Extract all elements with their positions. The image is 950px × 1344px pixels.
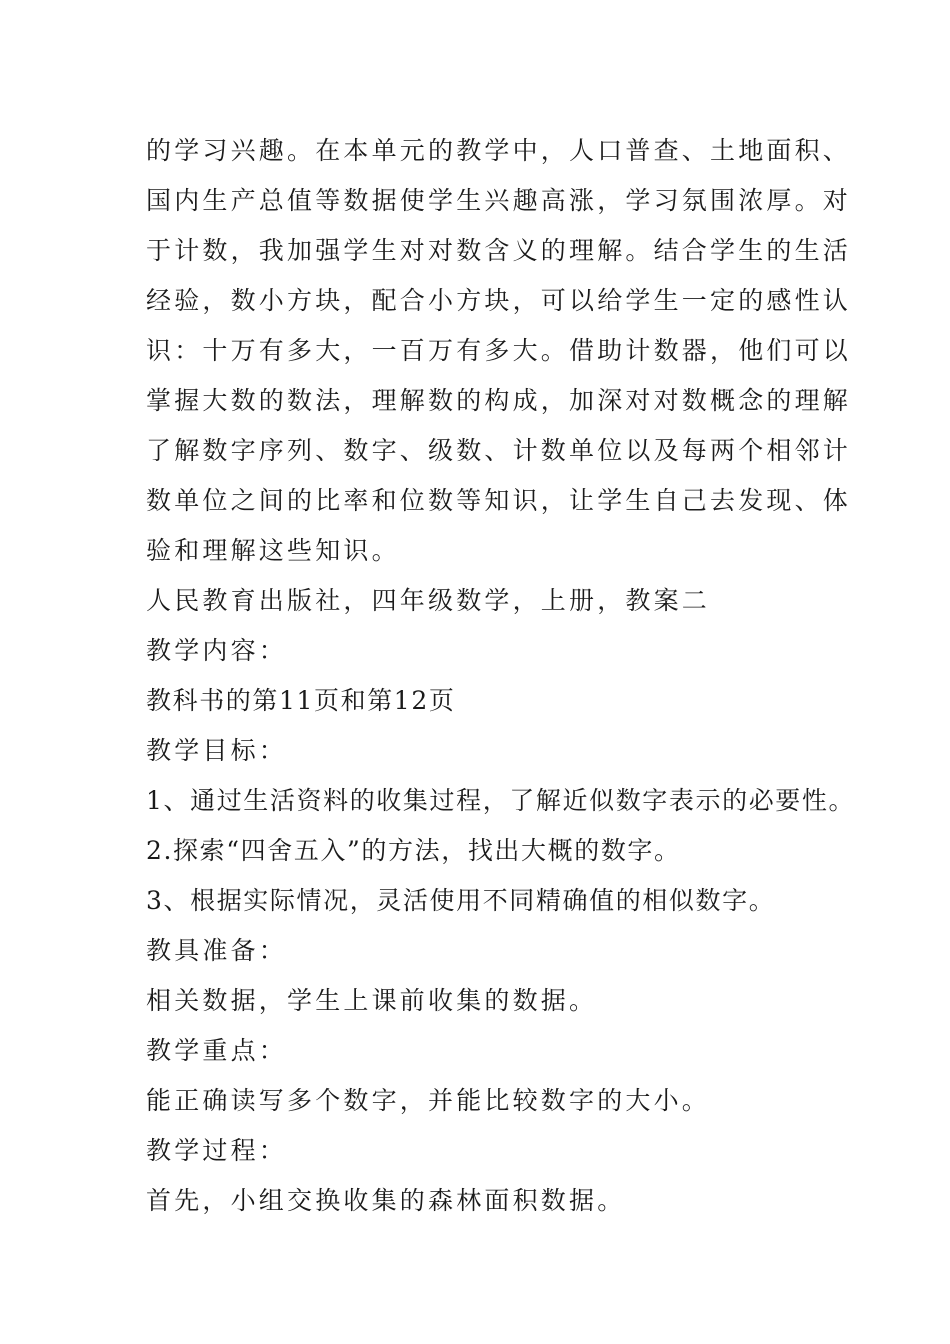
- paragraph-line: 经验，数小方块，配合小方块，可以给学生一定的感性认: [146, 286, 852, 315]
- teaching-content: 教科书的第11页和第12页: [146, 686, 456, 715]
- paragraph-line: 于计数，我加强学生对对数含义的理解。结合学生的生活: [146, 236, 852, 265]
- paragraph-line: 识：十万有多大，一百万有多大。借助计数器，他们可以: [146, 336, 852, 365]
- paragraph-line: 国内生产总值等数据使学生兴趣高涨，学习氛围浓厚。对: [146, 186, 852, 215]
- goal-item: 3、根据实际情况，灵活使用不同精确值的相似数字。: [146, 886, 776, 915]
- lesson-title: 人民教育出版社，四年级数学，上册，教案二: [146, 586, 711, 615]
- teaching-aids: 相关数据，学生上课前收集的数据。: [146, 986, 598, 1015]
- paragraph-line: 验和理解这些知识。: [146, 536, 400, 565]
- key-points: 能正确读写多个数字，并能比较数字的大小。: [146, 1086, 711, 1115]
- teaching-content-heading: 教学内容：: [146, 636, 288, 665]
- teaching-aids-heading: 教具准备：: [146, 936, 288, 965]
- paragraph-line: 掌握大数的数法，理解数的构成，加深对对数概念的理解: [146, 386, 852, 415]
- document-body: [146, 126, 856, 1226]
- teaching-goals-heading: 教学目标：: [146, 736, 288, 765]
- paragraph-line: 的学习兴趣。在本单元的教学中，人口普查、土地面积、: [146, 136, 852, 165]
- key-points-heading: 教学重点：: [146, 1036, 288, 1065]
- paragraph-line: 数单位之间的比率和位数等知识，让学生自己去发现、体: [146, 486, 852, 515]
- goal-item: 1、通过生活资料的收集过程，了解近似数字表示的必要性。: [146, 786, 856, 815]
- goal-item: 2.探索“四舍五入”的方法，找出大概的数字。: [146, 836, 681, 865]
- process-heading: 教学过程：: [146, 1136, 288, 1165]
- paragraph-line: 了解数字序列、数字、级数、计数单位以及每两个相邻计: [146, 436, 852, 465]
- process-step: 首先，小组交换收集的森林面积数据。: [146, 1186, 626, 1215]
